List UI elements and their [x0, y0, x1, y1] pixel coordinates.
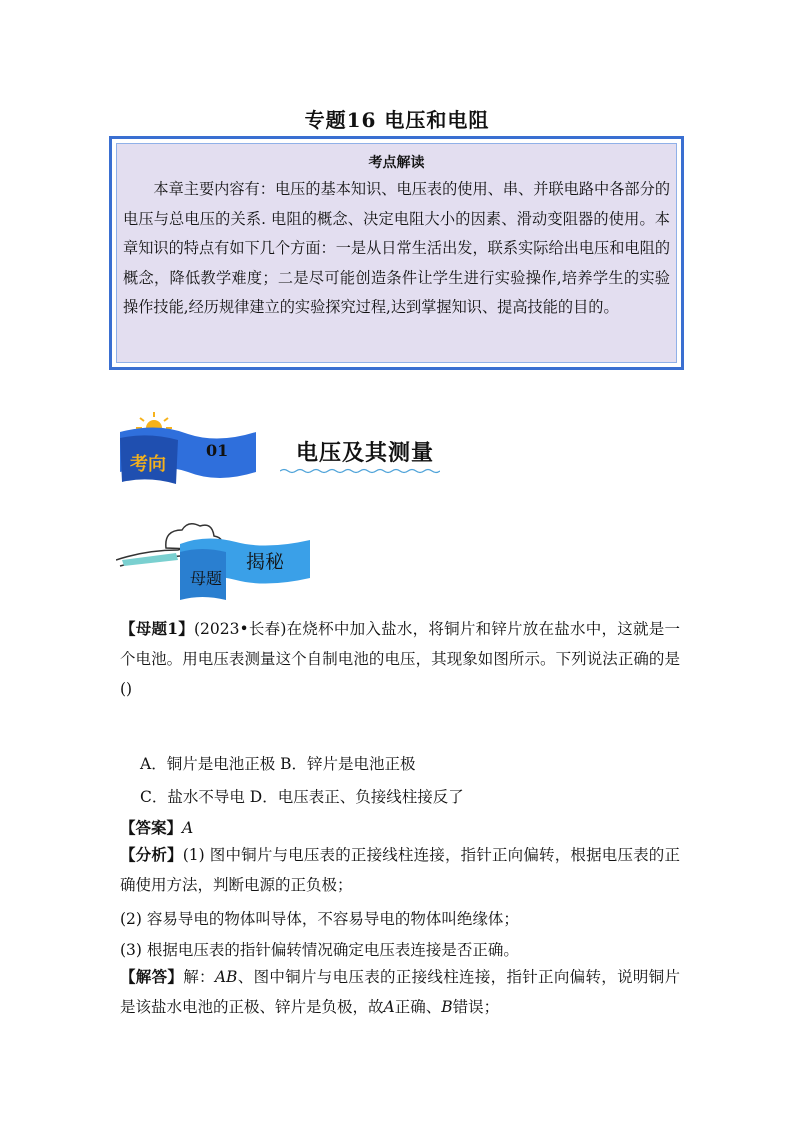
- question: [120, 614, 680, 704]
- solution-a: A: [383, 998, 395, 1016]
- answer-label: 【答案】: [120, 818, 183, 837]
- section-number: 01: [206, 441, 229, 460]
- solution-text1: 、图中铜片与电压表的正接线柱连接，指针正向偏转，说明铜片是该盐水电池的正极、锌片是负极，故: [120, 968, 680, 1016]
- answer-value: A: [182, 819, 194, 837]
- cloud-badge: [116, 520, 316, 602]
- solution-prefix: 解：: [183, 968, 215, 986]
- cloud-badge-left: 母题: [190, 569, 223, 588]
- section-underline: [280, 468, 440, 474]
- key-points-text: 本章主要内容有：电压的基本知识、电压表的使用、串、并联电路中各部分的电压与总电压的关系. 电阻的概念、决定电阻大小的因素、滑动变阻器的使用。本章知识的特点有如下几个方面：一是从日常生活出发，联系实际给出电压和电阻的概念，降低教学难度；二是尽可能创造条件让学生进行实验操作,培养学生的实验操作技能,经历规律建立的实验探究过程,达到掌握知识、提高技能的目的。: [123, 180, 670, 316]
- analysis-p2: (2) 容易导电的物体叫导体，不容易导电的物体叫绝缘体；: [120, 910, 519, 928]
- answer: [120, 816, 680, 838]
- solution-text3: 错误；: [452, 998, 500, 1016]
- key-points-heading: 考点解读: [368, 155, 425, 171]
- section-badge-label: 考向: [130, 454, 166, 475]
- analysis-p1-text: (1) 图中铜片与电压表的正接线柱连接，指针正向偏转，根据电压表的正确使用方法，判断电源的正负极；: [120, 846, 680, 894]
- solution-label: 【解答】: [120, 967, 184, 986]
- solution: [120, 962, 680, 1022]
- solution-text2: 正确、: [394, 998, 442, 1016]
- options-line-2: C．盐水不导电 D．电压表正、负接线柱接反了: [140, 788, 464, 806]
- section-badge: [118, 408, 258, 488]
- key-points-inner: [116, 143, 677, 363]
- options-line-1: A．铜片是电池正极 B．锌片是电池正极: [140, 755, 416, 773]
- analysis-p1: [120, 840, 680, 900]
- cloud-badge-right: 揭秘: [246, 551, 285, 573]
- solution-ab: AB: [214, 968, 238, 986]
- analysis-label: 【分析】: [120, 845, 183, 864]
- key-points-box: [109, 136, 684, 370]
- solution-b: B: [441, 998, 453, 1016]
- section-title: 电压及其测量: [296, 441, 435, 466]
- question-source: (2023•长春): [194, 620, 287, 638]
- analysis-p3: (3) 根据电压表的指针偏转情况确定电压表连接是否正确。: [120, 941, 519, 959]
- question-label: 【母题1】: [120, 619, 194, 638]
- question-text: 在烧杯中加入盐水，将铜片和锌片放在盐水中，这就是一个电池。用电压表测量这个自制电池的电压，其现象如图所示。下列说法正确的是(): [120, 620, 680, 698]
- page-title: 专题16 电压和电阻: [304, 108, 490, 132]
